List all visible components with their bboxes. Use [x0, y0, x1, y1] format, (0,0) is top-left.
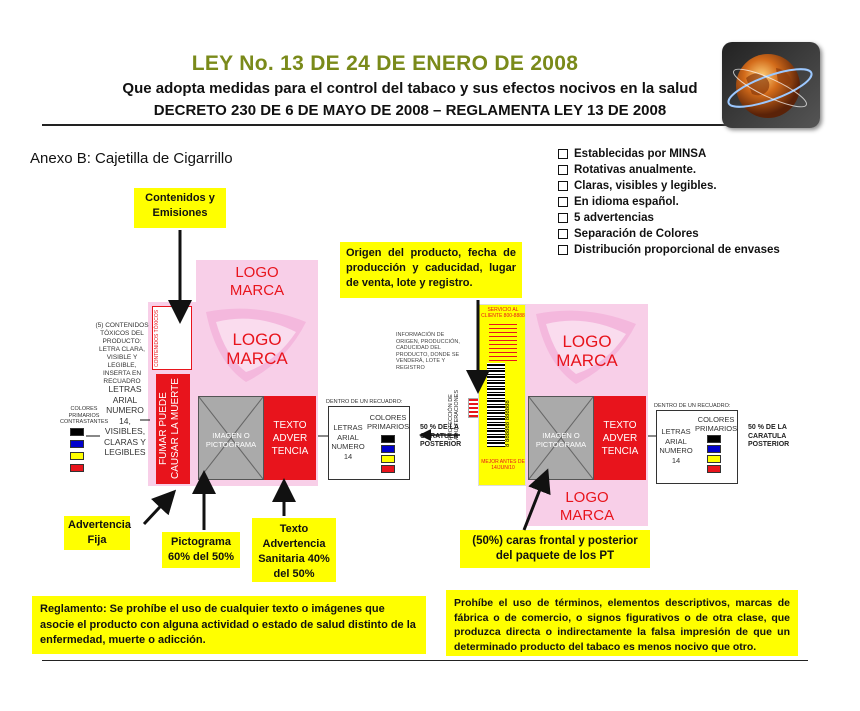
callout-pictograma: Pictograma 60% del 50% — [162, 532, 240, 568]
recuadro-label-right: DENTRO DE UN RECUADRO: — [654, 403, 731, 409]
contenidos-note: (5) CONTENIDOS TÓXICOS DEL PRODUCTO: LETRA CLARA, VISIBLE Y LEGIBLE, INSERTA EN RECUADRO — [95, 322, 149, 385]
globe-logo — [722, 42, 820, 128]
callout-origen: Origen del producto, fecha de producción y caducidad, lugar de venta, lote y registro. — [340, 242, 522, 298]
footer-divider — [42, 660, 808, 661]
checkbox-icon — [558, 245, 568, 255]
fumar-warning-strip — [156, 374, 190, 484]
checkbox-icon — [558, 229, 568, 239]
pack-bottom-flap — [526, 486, 648, 526]
prohibicion-box: Prohíbe el uso de términos, elementos descriptivos, marcas de fábrica o de comercio, o signos figurativos o de otra clase, que produzca directa o indirectamente la falsa impresión de que un determinado producto del tabaco es menos nocivo que otro. — [446, 590, 798, 656]
caratula-note-right: 50 % DE LA CARATULA POSTERIOR — [748, 424, 790, 448]
marca-text: MARCA — [559, 507, 615, 524]
barcode-icon — [487, 363, 505, 447]
logo-text: LOGO — [562, 332, 612, 351]
text-warning-label: TEXTO ADVER TENCIA — [271, 419, 309, 457]
list-item: 5 advertencias — [558, 210, 780, 226]
color-swatch-yellow — [70, 452, 84, 460]
arrow-advertencia-fija — [144, 494, 172, 524]
list-item: En idioma español. — [558, 194, 780, 210]
page-title: LEY No. 13 DE 24 DE ENERO DE 2008 — [191, 52, 579, 75]
servicio-text: SERVICIO AL CLIENTE 800-8888 — [481, 307, 525, 319]
text-warning-label: TEXTO ADVER TENCIA — [601, 419, 639, 457]
annex-label: Anexo B: Cajetilla de Cigarrillo — [30, 150, 233, 167]
fumar-warning-text: FUMAR PUEDE CAUSAR LA MUERTE — [158, 378, 181, 480]
pictogram-box — [198, 396, 264, 480]
recuadro-letras: LETRAS ARIAL NUMERO 14 — [659, 427, 693, 465]
callout-contenidos: Contenidos y Emisiones — [134, 188, 226, 228]
marca-text: MARCA — [226, 349, 288, 368]
letras-note: LETRAS ARIAL NUMERO 14, VISIBLES, CLARAS Y LEGIBLES — [104, 384, 146, 457]
list-item: Distribución proporcional de envases — [558, 242, 780, 258]
recuadro-colores: COLORES PRIMARIOS — [367, 413, 410, 431]
color-swatch-red — [70, 464, 84, 472]
checkbox-icon — [558, 213, 568, 223]
colores-note: COLORES PRIMARIOS CONTRASTANTES — [60, 406, 109, 425]
marca-text: MARCA — [229, 282, 285, 299]
callout-texto-advertencia: Texto Advertencia Sanitaria 40% del 50% — [252, 518, 336, 582]
info-origen-note: INFORMACIÓN DE ORIGEN, PRODUCCIÓN, CADUCIDAD DEL PRODUCTO, DONDE SE VENDERÁ, LOTE Y REGISTRO — [396, 332, 460, 371]
recuadro-swatches — [381, 435, 395, 473]
decree-line: DECRETO 230 DE 6 DE MAYO DE 2008 – REGLAMENTA LEY 13 DE 2008 — [153, 102, 667, 119]
pack-side-panel-right — [478, 304, 526, 486]
pictogram-label: IMAGEN O PICTOGRAMA — [535, 431, 587, 449]
header-divider — [42, 124, 808, 126]
pictogram-box-right — [528, 396, 594, 480]
checkbox-icon — [558, 149, 568, 159]
pictogram-label: IMAGEN O PICTOGRAMA — [205, 431, 257, 449]
recuadro-box — [328, 406, 410, 480]
logo-text: LOGO — [232, 330, 282, 349]
pack-top-flap — [196, 260, 318, 302]
list-item: Establecidas por MINSA — [558, 146, 780, 162]
recuadro-box-right — [656, 410, 738, 484]
list-item: Rotativas anualmente. — [558, 162, 780, 178]
list-item: Claras, visibles y legibles. — [558, 178, 780, 194]
requirements-list — [558, 146, 780, 258]
logo-text: LOGO — [235, 264, 279, 281]
side-info-strip: CONTENIDOS TÓXICOS — [152, 306, 192, 370]
text-warning-box — [264, 396, 316, 480]
recuadro-label: DENTRO DE UN RECUADRO: — [326, 399, 403, 405]
side-text-lines — [489, 323, 517, 361]
color-swatch-blue — [70, 440, 84, 448]
globe-icon — [722, 42, 820, 128]
checkbox-icon — [558, 181, 568, 191]
logo-text: LOGO — [565, 489, 609, 506]
recuadro-letras: LETRAS ARIAL NUMERO 14 — [331, 423, 365, 461]
proteccion-note: PROTECCIÓN DE ADULTERACIONES — [448, 389, 460, 440]
callout-caras: (50%) caras frontal y posterior del paquete de los PT — [460, 530, 650, 568]
caratula-note-left: 50 % DE LA CARATULA POSTERIOR — [420, 424, 462, 448]
barcode-number: 8 888888 888888 — [505, 400, 511, 447]
text-warning-box-right — [594, 396, 646, 480]
page-subtitle: Que adopta medidas para el control del tabaco y sus efectos nocivos en la salud — [122, 80, 698, 97]
marca-text: MARCA — [556, 351, 618, 370]
callout-advertencia-fija: Advertencia Fija — [64, 516, 130, 550]
recuadro-colores: COLORES PRIMARIOS — [695, 415, 738, 433]
color-swatch-black — [70, 428, 84, 436]
recuadro-swatches — [707, 435, 721, 473]
list-item: Separación de Colores — [558, 226, 780, 242]
mejor-antes-text: MEJOR ANTES DE 14/JUN/10 — [481, 459, 525, 471]
reglamento-box: Reglamento: Se prohíbe el uso de cualquier texto o imágenes que asocie el producto con alguna actividad o estado de salud distinto de la enfermedad, muerte o adicción. — [32, 596, 426, 654]
checkbox-icon — [558, 197, 568, 207]
checkbox-icon — [558, 165, 568, 175]
